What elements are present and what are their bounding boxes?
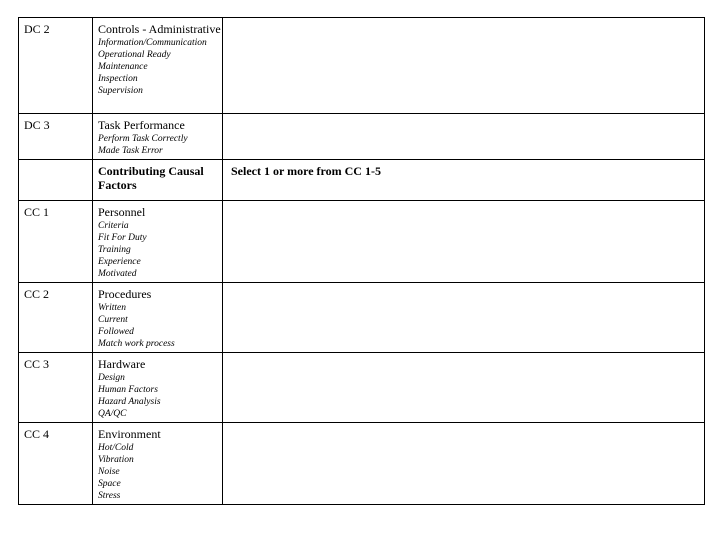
subcategory-item: Training bbox=[98, 245, 131, 255]
category-cell bbox=[93, 114, 223, 160]
subcategory-item: Stress bbox=[98, 491, 121, 501]
entry-cell[interactable] bbox=[223, 353, 705, 423]
entry-cell[interactable] bbox=[223, 283, 705, 353]
subcategory-list bbox=[98, 442, 222, 502]
row-code: CC 2 bbox=[19, 283, 93, 353]
subcategory-item: Information/Communication bbox=[98, 38, 207, 48]
row-code: DC 3 bbox=[19, 114, 93, 160]
subcategory-item: Made Task Error bbox=[98, 146, 163, 156]
subcategory-item: Current bbox=[98, 315, 128, 325]
category-cell bbox=[93, 283, 223, 353]
subcategory-list bbox=[98, 37, 222, 97]
category-title: Controls - Administrative bbox=[98, 22, 221, 36]
entry-cell[interactable] bbox=[223, 114, 705, 160]
subcategory-item: Written bbox=[98, 303, 126, 313]
category-cell bbox=[93, 353, 223, 423]
category-title: Personnel bbox=[98, 205, 146, 219]
row-code: CC 1 bbox=[19, 201, 93, 283]
row-code: CC 3 bbox=[19, 353, 93, 423]
category-title: Procedures bbox=[98, 287, 152, 301]
entry-cell[interactable] bbox=[223, 201, 705, 283]
subcategory-item: Match work process bbox=[98, 339, 175, 349]
subcategory-item: Space bbox=[98, 479, 121, 489]
row-code: DC 2 bbox=[19, 18, 93, 114]
row-code bbox=[19, 160, 93, 201]
subcategory-item: Design bbox=[98, 373, 125, 383]
subcategory-item: Hot/Cold bbox=[98, 443, 134, 453]
entry-cell[interactable] bbox=[223, 18, 705, 114]
subcategory-item: Vibration bbox=[98, 455, 134, 465]
subcategory-item: Perform Task Correctly bbox=[98, 134, 188, 144]
selection-instruction: Select 1 or more from CC 1-5 bbox=[223, 160, 705, 201]
subcategory-list bbox=[98, 133, 222, 157]
subcategory-item: Criteria bbox=[98, 221, 129, 231]
subcategory-item: Maintenance bbox=[98, 62, 148, 72]
table-row bbox=[19, 18, 705, 114]
category-title: Task Performance bbox=[98, 118, 185, 132]
subcategory-list bbox=[98, 220, 222, 280]
subcategory-item: Followed bbox=[98, 327, 134, 337]
table-row bbox=[19, 201, 705, 283]
subcategory-item: Human Factors bbox=[98, 385, 158, 395]
subcategory-item: Fit For Duty bbox=[98, 233, 147, 243]
table-row bbox=[19, 283, 705, 353]
subcategory-list bbox=[98, 372, 222, 420]
category-cell bbox=[93, 423, 223, 505]
category-cell bbox=[93, 18, 223, 114]
causal-factors-table bbox=[18, 17, 705, 505]
subcategory-item: Noise bbox=[98, 467, 120, 477]
table-row bbox=[19, 114, 705, 160]
subcategory-item: Motivated bbox=[98, 269, 137, 279]
category-title: Environment bbox=[98, 427, 161, 441]
table-row bbox=[19, 423, 705, 505]
subcategory-item: Experience bbox=[98, 257, 141, 267]
table-row bbox=[19, 160, 705, 201]
category-title: Hardware bbox=[98, 357, 146, 371]
table-row bbox=[19, 353, 705, 423]
subcategory-item: QA/QC bbox=[98, 409, 127, 419]
subcategory-item: Supervision bbox=[98, 86, 143, 96]
subcategory-item: Operational Ready bbox=[98, 50, 171, 60]
category-cell bbox=[93, 160, 223, 201]
subcategory-item: Hazard Analysis bbox=[98, 397, 161, 407]
section-heading: Contributing Causal Factors bbox=[98, 164, 204, 192]
entry-cell[interactable] bbox=[223, 423, 705, 505]
category-cell bbox=[93, 201, 223, 283]
subcategory-item: Inspection bbox=[98, 74, 138, 84]
subcategory-list bbox=[98, 302, 222, 350]
row-code: CC 4 bbox=[19, 423, 93, 505]
